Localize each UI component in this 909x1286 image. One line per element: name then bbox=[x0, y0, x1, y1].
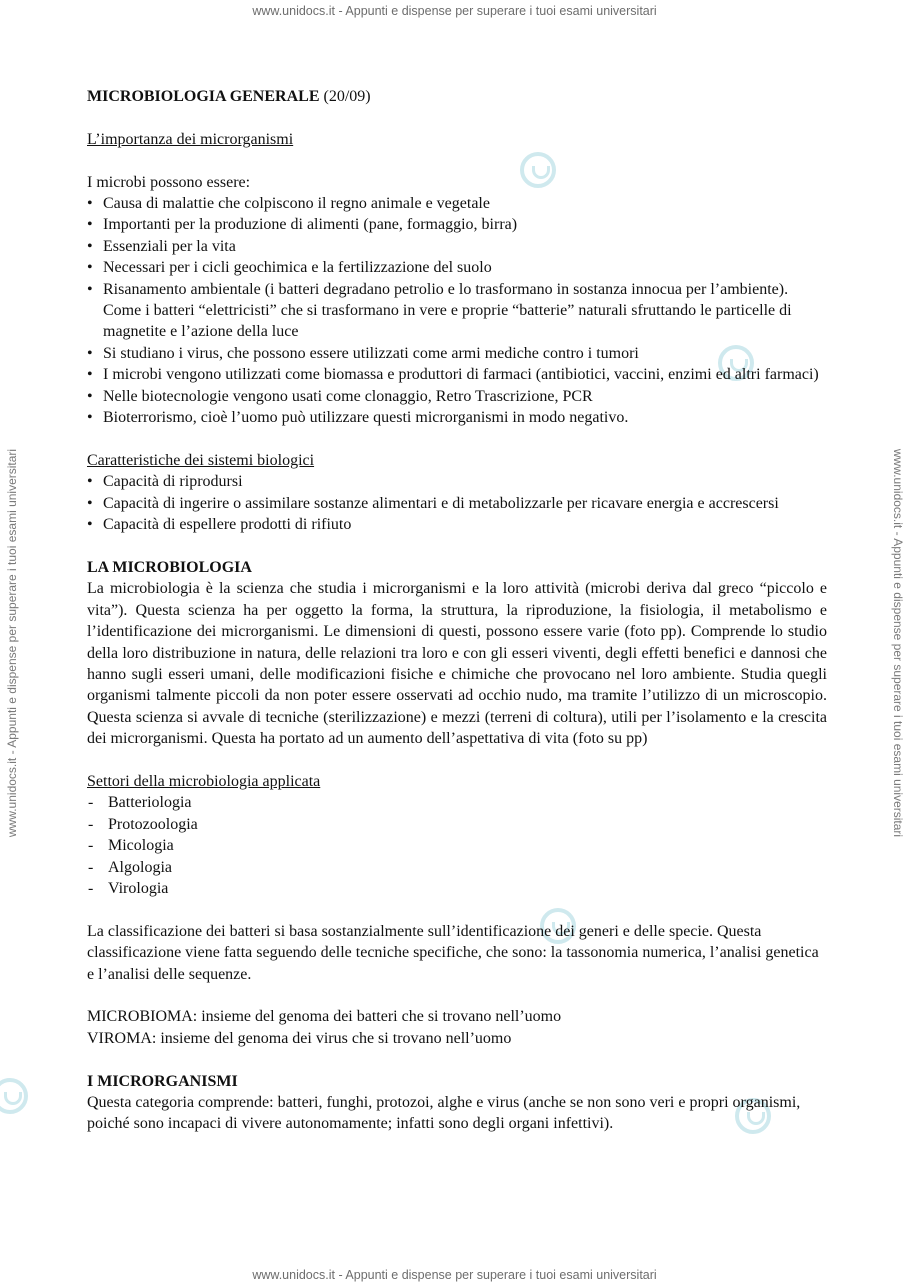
list-item: • Capacità di ingerire o assimilare sostanze alimentari e di metabolizzarle per ricavare energia e accrescersi bbox=[87, 493, 827, 514]
paragraph-microrganismi: Questa categoria comprende: batteri, funghi, protozoi, alghe e virus (anche se non sono veri e propri organismi, poiché sono incapaci di vivere autonomamente; infatti sono degli organi infettivi). bbox=[87, 1093, 801, 1133]
watermark-right: www.unidocs.it - Appunti e dispense per superare i tuoi esami universitari bbox=[891, 448, 905, 838]
list-item: • Capacità di espellere prodotti di rifiuto bbox=[87, 514, 827, 535]
list-item: • Essenziali per la vita bbox=[87, 236, 827, 257]
document-title bbox=[87, 86, 827, 107]
caratteristiche-list bbox=[87, 471, 827, 535]
section-heading-microbiologia: LA MICROBIOLOGIA bbox=[87, 558, 252, 576]
document-body bbox=[87, 86, 827, 1135]
list-item: - Virologia bbox=[87, 878, 827, 899]
title-date: (20/09) bbox=[319, 88, 371, 105]
section-intro: I microbi possono essere: bbox=[87, 173, 251, 191]
list-item: • Importanti per la produzione di alimenti (pane, formaggio, birra) bbox=[87, 214, 827, 235]
list-item: • Risanamento ambientale (i batteri degradano petrolio e lo trasformano in sostanza innocua per l’ambiente). Come i batteri “elettricisti” che si trasformano in vere e proprie “batterie” naturali sfruttando le particelle di magnetite e l’azione della luce bbox=[87, 279, 827, 343]
paragraph-microbiologia: La microbiologia è la scienza che studia i microrganismi e la loro attività (microbi deriva dal greco “piccolo e vita”). Questa scienza ha per oggetto la forma, la struttura, la riproduzione, la fisiologia, il metabolismo e l’identificazione dei microrganismi. Le dimensioni di questi, possono essere varie (foto pp). Comprende lo studio della loro distribuzione in natura, delle relazioni tra loro e con gli esseri viventi, degli effetti benefici e dannosi che hanno sugli esseri umani, delle modificazioni fisiche e chimiche che provocano nel loro ambiente. Studia quegli organismi talmente piccoli da non poter essere osservati ad occhio nudo, ma tramite l’utilizzo di un microscopio. Questa scienza si avvale di tecniche (sterilizzazione) e mezzi (terreni di coltura), utili per l’isolamento e la crescita dei microrganismi. Questa ha portato ad un aumento dell’aspettativa di vita (foto su pp) bbox=[87, 580, 827, 748]
paragraph-classificazione: La classificazione dei batteri si basa sostanzialmente sull’identificazione dei generi e delle specie. Questa classificazione viene fatta seguendo delle tecniche specifiche, che sono: la tassonomia numerica, l’analisi genetica e l’analisi delle sequenze. bbox=[87, 922, 819, 983]
list-item: • Necessari per i cicli geochimica e la fertilizzazione del suolo bbox=[87, 257, 827, 278]
list-item: • Causa di malattie che colpiscono il regno animale e vegetale bbox=[87, 193, 827, 214]
watermark-top: www.unidocs.it - Appunti e dispense per superare i tuoi esami universitari bbox=[252, 4, 657, 18]
list-item: • I microbi vengono utilizzati come biomassa e produttori di farmaci (antibiotici, vaccini, enzimi ed altri farmaci) bbox=[87, 364, 827, 385]
list-item: - Algologia bbox=[87, 857, 827, 878]
list-item: • Nelle biotecnologie vengono usati come clonaggio, Retro Trascrizione, PCR bbox=[87, 386, 827, 407]
list-item: - Batteriologia bbox=[87, 792, 827, 813]
section-heading-importanza: L’importanza dei microrganismi bbox=[87, 130, 294, 148]
list-item: - Micologia bbox=[87, 835, 827, 856]
list-item: • Si studiano i virus, che possono essere utilizzati come armi mediche contro i tumori bbox=[87, 343, 827, 364]
unidocs-logo-icon bbox=[0, 1078, 28, 1114]
section-heading-caratteristiche: Caratteristiche dei sistemi biologici bbox=[87, 451, 315, 469]
watermark-bottom: www.unidocs.it - Appunti e dispense per superare i tuoi esami universitari bbox=[252, 1268, 657, 1282]
title-text: MICROBIOLOGIA GENERALE bbox=[87, 88, 320, 105]
importanza-list bbox=[87, 193, 827, 428]
watermark-left: www.unidocs.it - Appunti e dispense per superare i tuoi esami universitari bbox=[5, 448, 19, 838]
list-item: • Capacità di riprodursi bbox=[87, 471, 827, 492]
definition-viroma: VIROMA: insieme del genoma dei virus che si trovano nell’uomo bbox=[87, 1029, 512, 1047]
list-item: • Bioterrorismo, cioè l’uomo può utilizzare questi microrganismi in modo negativo. bbox=[87, 407, 827, 428]
section-heading-microrganismi: I MICRORGANISMI bbox=[87, 1072, 238, 1090]
list-item: - Protozoologia bbox=[87, 814, 827, 835]
settori-list bbox=[87, 792, 827, 899]
section-heading-settori: Settori della microbiologia applicata bbox=[87, 772, 321, 790]
definition-microbioma: MICROBIOMA: insieme del genoma dei batteri che si trovano nell’uomo bbox=[87, 1008, 562, 1026]
